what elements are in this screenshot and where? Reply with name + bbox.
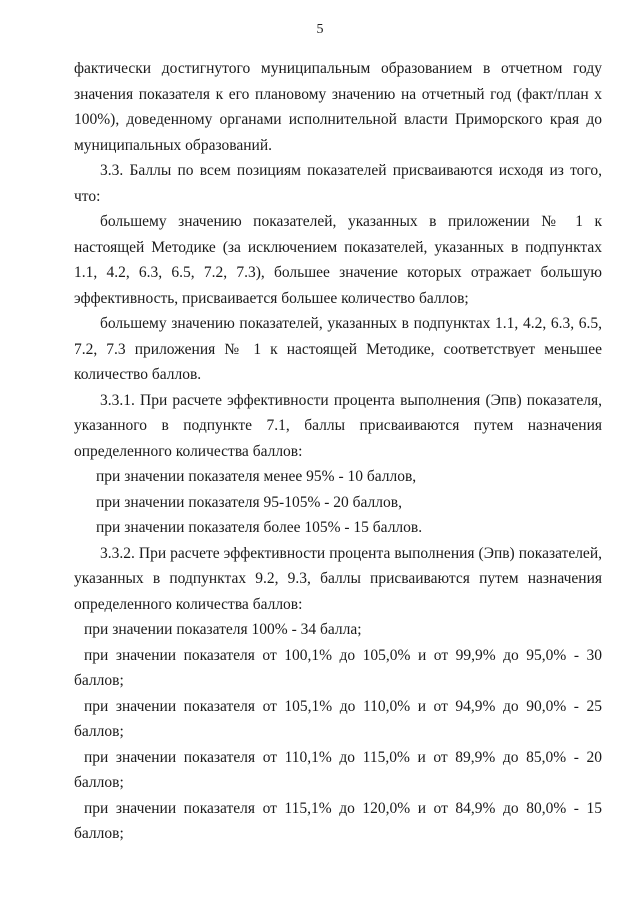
paragraph-lower-value-rule: большему значению показателей, указанных в подпунктах 1.1, 4.2, 6.3, 6.5, 7.2, 7.3 приложения № 1 к настоящей Методике, соответствует меньшее количество баллов.	[74, 315, 602, 383]
paragraph-continuation: фактически достигнутого муниципальным образованием в отчетном году значения показателя к его плановому значению на отчетный год (факт/план х 100%), доведенному органами исполнительной власти Приморского края до муниципальных образований.	[74, 60, 602, 154]
list-item: при значении показателя 100% - 34 балла;	[84, 621, 362, 638]
list-item: при значении показателя от 115,1% до 120,0% и от 84,9% до 80,0% - 15 баллов;	[74, 799, 602, 842]
paragraph-higher-value-rule: большему значению показателей, указанных в приложении № 1 к настоящей Методике (за исключением показателей, указанных в подпунктах 1.1, 4.2, 6.3, 6.5, 7.2, 7.3), большее значение которых отражает большую эффективность, присваивается большее количество баллов;	[74, 213, 602, 307]
list-item: при значении показателя от 105,1% до 110,0% и от 94,9% до 90,0% - 25 баллов;	[74, 697, 602, 740]
paragraph-3-3: 3.3. Баллы по всем позициям показателей присваиваются исходя из того, что:	[74, 162, 602, 205]
list-item: при значении показателя от 100,1% до 105,0% и от 99,9% до 95,0% - 30 баллов;	[74, 646, 602, 689]
page-number: 5	[316, 22, 324, 37]
list-item: при значении показателя от 110,1% до 115,0% и от 89,9% до 85,0% - 20 баллов;	[74, 748, 602, 791]
paragraph-3-3-1: 3.3.1. При расчете эффективности процента выполнения (Эпв) показателя, указанного в подпункте 7.1, баллы присваиваются путем назначения определенного количества баллов:	[74, 391, 602, 460]
list-item: при значении показателя менее 95% - 10 баллов,	[96, 468, 417, 485]
document-body	[74, 56, 602, 847]
list-item: при значении показателя 95-105% - 20 баллов,	[96, 493, 402, 511]
list-item: при значении показателя более 105% - 15 баллов.	[96, 519, 423, 536]
paragraph-3-3-2: 3.3.2. При расчете эффективности процента выполнения (Эпв) показателей, указанных в подпунктах 9.2, 9.3, баллы присваиваются путем назначения определенного количества баллов:	[74, 544, 602, 613]
